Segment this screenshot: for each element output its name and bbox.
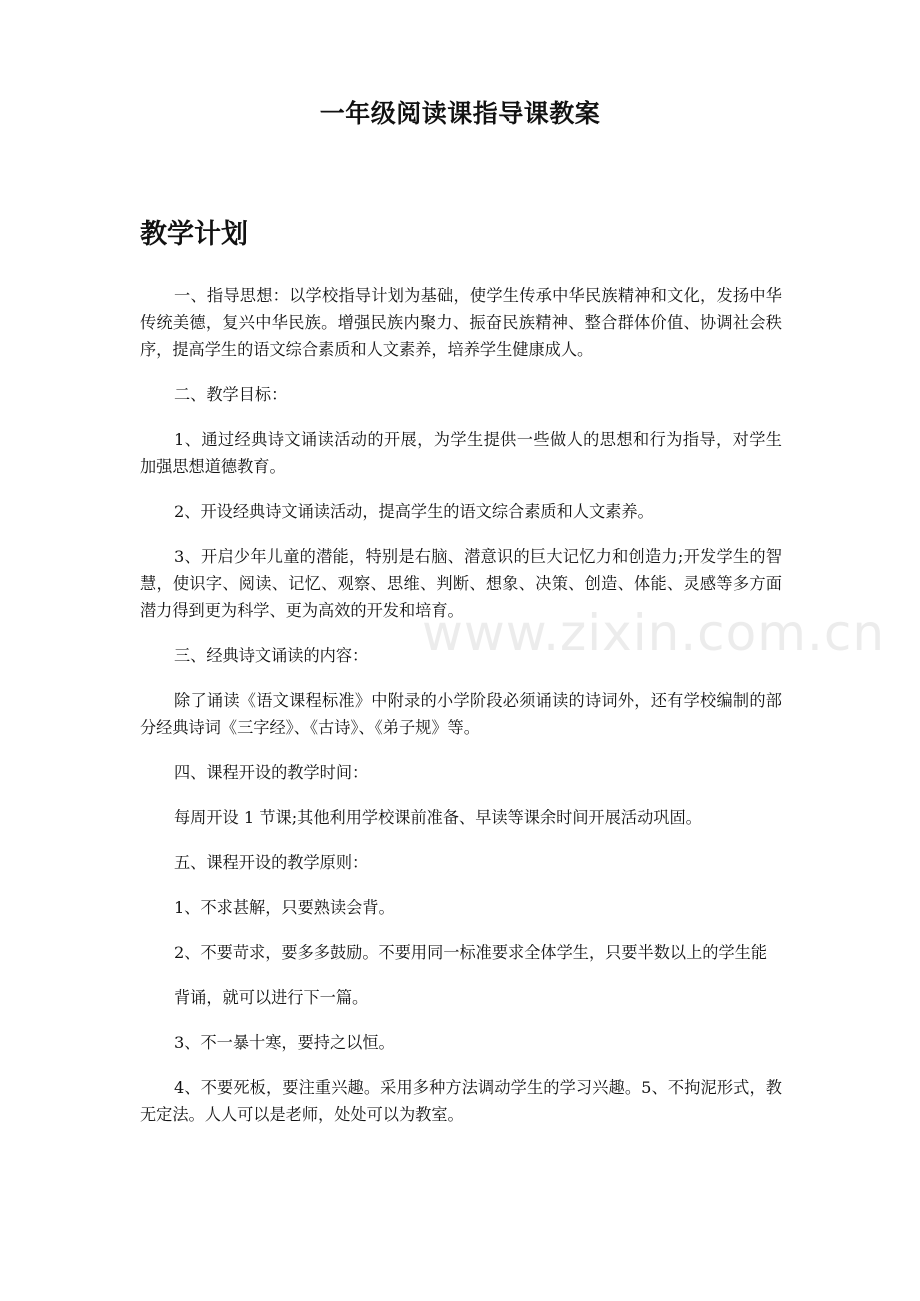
paragraph: 4、不要死板，要注重兴趣。采用多种方法调动学生的学习兴趣。5、不拘泥形式，教无定法。人人可以是老师，处处可以为教室。 [140, 1078, 782, 1124]
paragraph: 2、开设经典诗文诵读活动，提高学生的语文综合素质和人文素养。 [174, 502, 654, 521]
paragraph: 除了诵读《语文课程标准》中附录的小学阶段必须诵读的诗词外，还有学校编制的部分经典诗词《三字经》、《古诗》、《弟子规》等。 [140, 691, 782, 737]
paragraph: 3、不一暴十寒，要持之以恒。 [174, 1033, 395, 1052]
paragraph: 四、课程开设的教学时间： [174, 763, 369, 782]
paragraph: 三、经典诗文诵读的内容： [174, 646, 369, 665]
paragraph: 一、指导思想：以学校指导计划为基础，使学生传承中华民族精神和文化，发扬中华传统美德，复兴中华民族。增强民族内聚力、振奋民族精神、整合群体价值、协调社会秩序，提高学生的语文综合素质和人文素养，培养学生健康成人。 [140, 286, 782, 359]
document-title: 一年级阅读课指导课教案 [319, 99, 601, 128]
document-body [140, 282, 782, 1146]
paragraph: 3、开启少年儿童的潜能，特别是右脑、潜意识的巨大记忆力和创造力;开发学生的智慧，使识字、阅读、记忆、观察、思维、判断、想象、决策、创造、体能、灵感等多方面潜力得到更为科学、更为高效的开发和培育。 [140, 547, 782, 620]
paragraph: 背诵，就可以进行下一篇。 [174, 988, 369, 1007]
section-heading: 教学计划 [140, 219, 248, 250]
paragraph: 五、课程开设的教学原则： [174, 853, 369, 872]
watermark: www.zixin.com.cn [422, 604, 886, 662]
paragraph: 2、不要苛求，要多多鼓励。不要用同一标准要求全体学生，只要半数以上的学生能 [174, 943, 768, 962]
paragraph: 1、不求甚解，只要熟读会背。 [174, 898, 395, 917]
paragraph: 每周开设 1 节课;其他利用学校课前准备、早读等课余时间开展活动巩固。 [174, 808, 702, 827]
paragraph: 1、通过经典诗文诵读活动的开展，为学生提供一些做人的思想和行为指导，对学生加强思想道德教育。 [140, 430, 782, 476]
paragraph: 二、教学目标： [174, 385, 288, 404]
